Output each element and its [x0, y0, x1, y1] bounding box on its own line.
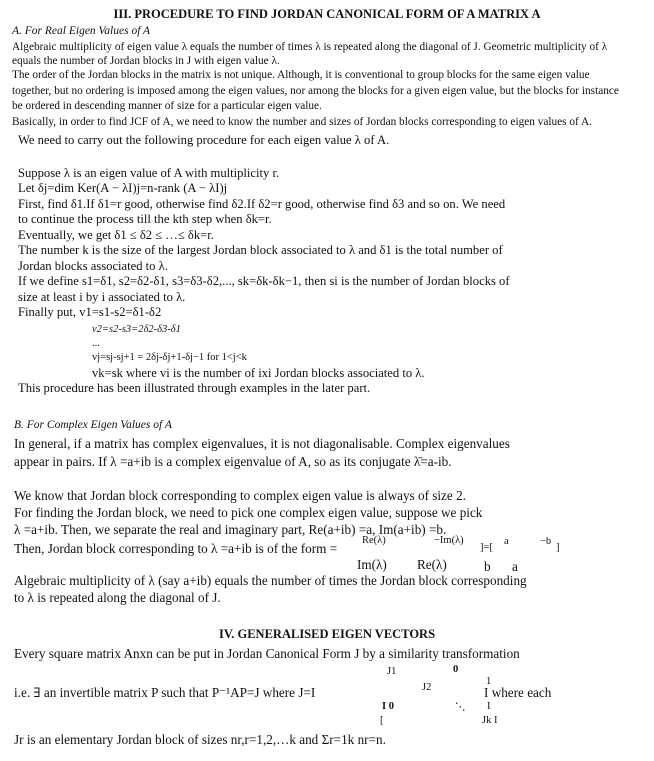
jordan-one: 1: [486, 676, 492, 687]
complex-line: For finding the Jordan block, we need to pick one complex eigen value, suppose we pick: [14, 505, 483, 520]
complex-line: We know that Jordan block corresponding to complex eigen value is always of size 2.: [14, 488, 466, 503]
procedure-line: The number k is the size of the largest Jordan block associated to λ and δ1 is the total number of: [18, 243, 503, 257]
section-iv-line: Every square matrix Anxn can be put in Jordan Canonical Form J by a similarity transformation: [14, 646, 520, 661]
section-heading-iii: III. PROCEDURE TO FIND JORDAN CANONICAL FORM OF A MATRIX A: [113, 7, 541, 21]
formula-vj: vj=sj-sj+1 = 2δj-δj+1-δj−1 for 1<j<k: [92, 352, 247, 363]
complex-line: λ =a+ib. Then, we separate the real and imaginary part, Re(a+ib) =a, Im(a+ib) =b.: [14, 522, 447, 537]
section-iv-last: Jr is an elementary Jordan block of sizes nr,r=1,2,…k and Σr=1k nr=n.: [14, 732, 386, 747]
formula-dots: ...: [92, 338, 100, 349]
jordan-I0: I 0: [382, 701, 394, 712]
procedure-note: This procedure has been illustrated through examples in the later part.: [18, 381, 371, 395]
complex-line: appear in pairs. If λ =a+ib is a complex eigenvalue of A, so as its conjugate λ̄=a-ib.: [14, 454, 452, 469]
procedure-line: Jordan blocks associated to λ.: [18, 259, 168, 273]
section-iv-line: i.e. ∃ an invertible matrix P such that P⁻¹AP=J where J=I: [14, 685, 316, 700]
procedure-line: If we define s1=δ1, s2=δ2-δ1, s3=δ3-δ2,..., sk=δk-δk−1, then si is the number of Jordan blocks of: [18, 274, 510, 288]
procedure-line: size at least i by i associated to λ.: [18, 290, 186, 304]
complex-line: Algebraic multiplicity of λ (say a+ib) equals the number of times the Jordan block corresponding: [14, 573, 527, 588]
subheading-real-eigen: A. For Real Eigen Values of A: [12, 25, 151, 37]
para-line: be ordered in descending manner of size for a particular eigen value.: [12, 100, 322, 112]
matrix-negim: −Im(λ): [434, 535, 464, 546]
procedure-line: First, find δ1.If δ1=r good, otherwise find δ2.If δ2=r good, otherwise find δ3 and so on. We need: [18, 197, 506, 211]
para-line: equals the number of Jordan blocks in J with eigen value λ.: [12, 55, 280, 67]
jordan-bracket: [: [380, 715, 384, 726]
matrix-re2: Re(λ): [417, 557, 447, 572]
matrix-a2: a: [512, 559, 518, 574]
matrix-im: Im(λ): [357, 557, 387, 572]
matrix-re: Re(λ): [362, 535, 386, 546]
jordan-J2: J2: [422, 682, 432, 693]
jordan-Jk: Jk I: [482, 715, 498, 726]
matrix-bracket-eq: ]=[: [480, 542, 493, 553]
procedure-line: to continue the process till the kth step when δk=r.: [18, 212, 272, 226]
para-line: The order of the Jordan blocks in the matrix is not unique. Although, it is conventional to group blocks for the same eigen value: [12, 69, 590, 81]
procedure-line: Eventually, we get δ1 ≤ δ2 ≤ …≤ δk=r.: [18, 228, 214, 242]
procedure-intro: We need to carry out the following procedure for each eigen value λ of A.: [18, 133, 390, 147]
section-heading-iv: IV. GENERALISED EIGEN VECTORS: [218, 627, 436, 641]
para-line: together, but no ordering is imposed among the eigen values, nor among the blocks for a given eigen value, but the blocks for instance: [12, 85, 619, 97]
formula-vk: vk=sk where vi is the number of ixi Jordan blocks associated to λ.: [92, 366, 425, 380]
jordan-J1: J1: [387, 666, 397, 677]
procedure-line: Suppose λ is an eigen value of A with multiplicity r.: [18, 166, 280, 180]
para-line: Algebraic multiplicity of eigen value λ equals the number of times λ is repeated along the diagonal of J. Geometric multiplicity of λ: [12, 41, 608, 53]
para-line: Basically, in order to find JCF of A, we need to know the number and sizes of Jordan blocks corresponding to eigen values of A.: [12, 116, 592, 128]
jordan-dots: ⋱: [455, 702, 466, 713]
jordan-where-each: I where each: [484, 685, 552, 700]
procedure-line: Let δj=dim Ker(A − λI)j=n-rank (A − λI)j: [18, 181, 228, 195]
complex-line: to λ is repeated along the diagonal of J.: [14, 590, 221, 605]
subheading-complex-eigen: B. For Complex Eigen Values of A: [14, 419, 172, 431]
matrix-a: a: [504, 536, 509, 547]
matrix-negb: −b: [540, 536, 552, 547]
matrix-bracket-close: ]: [556, 542, 560, 553]
complex-line: Then, Jordan block corresponding to λ =a+ib is of the form =: [14, 541, 338, 556]
matrix-b: b: [484, 559, 491, 574]
procedure-line: Finally put, v1=s1-s2=δ1-δ2: [18, 305, 162, 319]
jordan-I: I: [487, 701, 491, 712]
complex-line: In general, if a matrix has complex eigenvalues, it is not diagonalisable. Complex eigenvalues: [14, 436, 510, 451]
jordan-zero: 0: [453, 664, 459, 675]
formula-v2: v2=s2-s3=2δ2-δ3-δ1: [92, 324, 181, 335]
